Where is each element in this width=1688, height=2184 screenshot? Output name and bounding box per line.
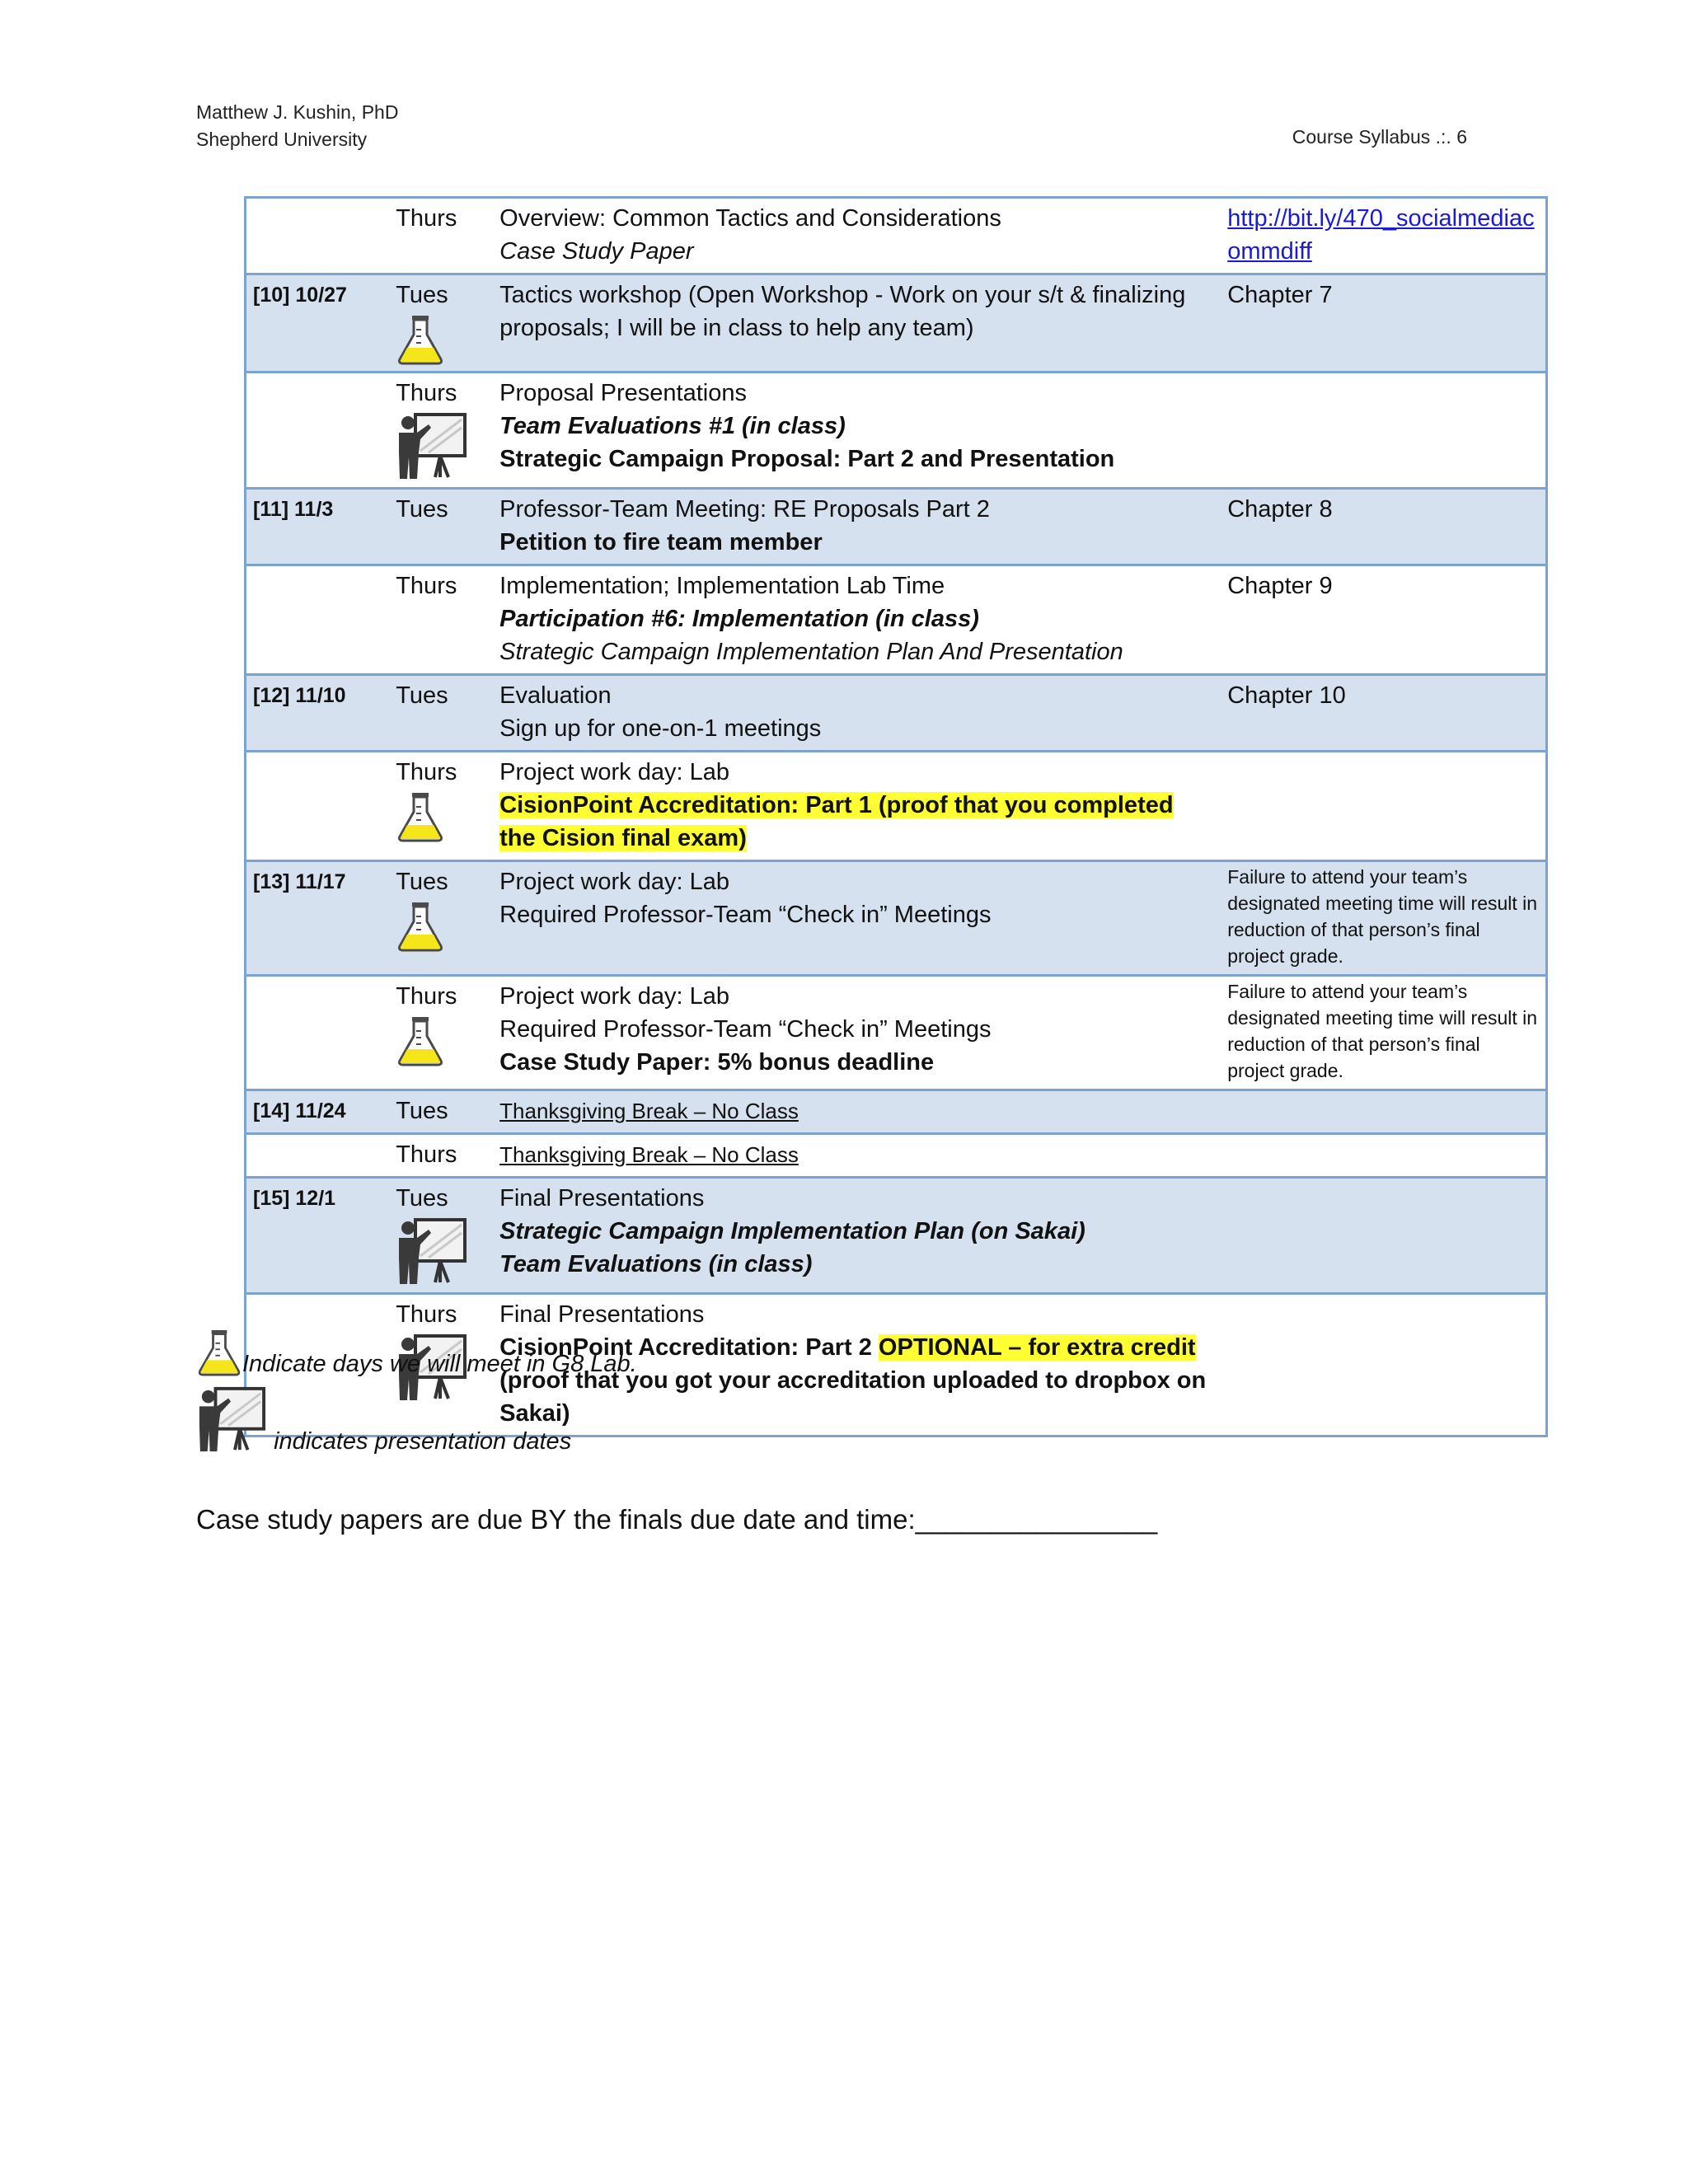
table-row	[246, 274, 1547, 373]
attendance-note: Failure to attend your team’s designated meeting time will result in reduction of that person’s final project grade.	[1227, 866, 1538, 967]
break-text: Thanksgiving Break – No Class	[499, 1099, 799, 1123]
day-label: Tues	[396, 282, 448, 308]
day-cell	[389, 976, 493, 1090]
topic-text: Final Presentations	[499, 1301, 705, 1328]
schedule-table	[244, 196, 1548, 1437]
week-cell	[246, 1134, 390, 1178]
reading-cell: Chapter 7	[1221, 274, 1546, 373]
table-row	[246, 1134, 1547, 1178]
reading-cell: Chapter 8	[1221, 489, 1546, 565]
day-cell: Thurs	[389, 1134, 493, 1178]
due-text: Strategic Campaign Proposal: Part 2 and Presentation	[499, 446, 1115, 472]
topic-text: Proposal Presentations	[499, 380, 747, 406]
presentation-icon	[396, 411, 468, 482]
day-label: Thurs	[396, 983, 457, 1010]
due-text: (proof that you got your accreditation uploaded to dropbox on Sakai)	[499, 1367, 1207, 1427]
note-text: Required Professor-Team “Check in” Meetings	[499, 902, 992, 928]
lab-flask-icon	[396, 900, 445, 953]
topic-cell	[493, 565, 1221, 675]
day-cell	[389, 752, 493, 861]
day-cell: Thurs	[389, 198, 493, 274]
week-cell	[246, 198, 390, 274]
optional-highlight: OPTIONAL – for extra credit	[878, 1334, 1196, 1361]
reading-cell	[1221, 373, 1546, 489]
table-row	[246, 861, 1547, 976]
day-label: Tues	[396, 869, 448, 895]
page-label: Course Syllabus .:. 6	[1292, 126, 1467, 148]
due-text: Case Study Paper: 5% bonus deadline	[499, 1049, 935, 1076]
case-study-due-line: Case study papers are due BY the finals due date and time:________________	[196, 1504, 1158, 1535]
topic-cell: Tactics workshop (Open Workshop - Work on your s/t & finalizing proposals; I will be in class to help any team)	[493, 274, 1221, 373]
topic-cell	[493, 1178, 1221, 1294]
reading-cell: Chapter 9	[1221, 565, 1546, 675]
table-row	[246, 373, 1547, 489]
table-row	[246, 1178, 1547, 1294]
day-cell: Tues	[389, 489, 493, 565]
page-header	[196, 99, 398, 153]
attendance-note: Failure to attend your team’s designated meeting time will result in reduction of that person’s final project grade.	[1227, 981, 1538, 1081]
due-text: Petition to fire team member	[499, 529, 823, 555]
topic-text: Evaluation	[499, 682, 612, 709]
day-cell	[389, 274, 493, 373]
day-label: Thurs	[396, 1301, 457, 1328]
day-label: Thurs	[396, 380, 457, 406]
institution-name: Shepherd University	[196, 129, 368, 150]
presentation-legend	[196, 1385, 571, 1455]
table-row	[246, 565, 1547, 675]
lab-legend-text: Indicate days we will meet in G8 Lab.	[242, 1351, 637, 1377]
table-row	[246, 1090, 1547, 1134]
topic-cell	[493, 861, 1221, 976]
lab-flask-icon	[396, 313, 445, 366]
day-cell	[389, 861, 493, 976]
week-cell: [11] 11/3	[246, 489, 390, 565]
day-cell: Tues	[389, 675, 493, 752]
day-cell	[389, 1178, 493, 1294]
reading-cell	[1221, 198, 1546, 274]
resource-link[interactable]: http://bit.ly/470_socialmediacommdiff	[1227, 205, 1535, 265]
table-row	[246, 675, 1547, 752]
week-cell: [10] 10/27	[246, 274, 390, 373]
topic-text: Overview: Common Tactics and Considerations	[499, 205, 1001, 232]
reading-cell	[1221, 1178, 1546, 1294]
topic-cell	[493, 489, 1221, 565]
topic-cell	[493, 675, 1221, 752]
reading-cell	[1221, 752, 1546, 861]
break-text: Thanksgiving Break – No Class	[499, 1142, 799, 1167]
reading-cell	[1221, 1090, 1546, 1134]
topic-cell	[493, 752, 1221, 861]
topic-text: Project work day: Lab	[499, 759, 729, 785]
note-text: Required Professor-Team “Check in” Meetings	[499, 1016, 992, 1043]
topic-cell	[493, 373, 1221, 489]
topic-text: Project work day: Lab	[499, 869, 729, 895]
week-cell: [14] 11/24	[246, 1090, 390, 1134]
week-cell	[246, 752, 390, 861]
lab-legend	[196, 1327, 637, 1378]
day-cell: Thurs	[389, 565, 493, 675]
lab-flask-icon	[396, 790, 445, 843]
week-cell	[246, 565, 390, 675]
topic-cell	[493, 976, 1221, 1090]
week-cell: [13] 11/17	[246, 861, 390, 976]
topic-text: Final Presentations	[499, 1185, 705, 1212]
reading-cell	[1221, 1134, 1546, 1178]
day-cell: Tues	[389, 1090, 493, 1134]
lab-flask-icon	[196, 1327, 242, 1378]
topic-cell	[493, 1134, 1221, 1178]
topic-cell	[493, 198, 1221, 274]
reading-cell	[1221, 1294, 1546, 1436]
lab-flask-icon	[396, 1015, 445, 1067]
table-row	[246, 489, 1547, 565]
topic-text: Professor-Team Meeting: RE Proposals Part 2	[499, 496, 990, 523]
week-cell	[246, 373, 390, 489]
week-cell: [12] 11/10	[246, 675, 390, 752]
presentation-icon	[196, 1385, 267, 1455]
due-text-highlighted: CisionPoint Accreditation: Part 1 (proof that you completed the Cision final exam)	[499, 792, 1174, 851]
table-row	[246, 752, 1547, 861]
table-row	[246, 198, 1547, 274]
reading-cell	[1221, 976, 1546, 1090]
due-text: Strategic Campaign Implementation Plan (on Sakai)	[499, 1218, 1085, 1244]
topic-text: Implementation; Implementation Lab Time	[499, 573, 945, 599]
due-text: Team Evaluations #1 (in class)	[499, 413, 846, 439]
week-cell: [15] 12/1	[246, 1178, 390, 1294]
due-text: CisionPoint Accreditation: Part 2	[499, 1334, 879, 1361]
week-cell	[246, 976, 390, 1090]
day-cell	[389, 373, 493, 489]
author-name: Matthew J. Kushin, PhD	[196, 101, 399, 123]
reading-cell	[1221, 861, 1546, 976]
presentation-legend-text: indicates presentation dates	[274, 1428, 572, 1455]
day-label: Thurs	[396, 759, 457, 785]
day-label: Tues	[396, 1185, 448, 1212]
reading-cell: Chapter 10	[1221, 675, 1546, 752]
presentation-icon	[396, 1216, 468, 1287]
due-text: Team Evaluations (in class)	[499, 1251, 813, 1277]
table-row	[246, 976, 1547, 1090]
due-text: Participation #6: Implementation (in class)	[499, 606, 979, 632]
due-text: Strategic Campaign Implementation Plan And Presentation	[499, 639, 1123, 665]
topic-text: Project work day: Lab	[499, 983, 729, 1010]
note-text: Sign up for one-on-1 meetings	[499, 715, 822, 742]
due-text: Case Study Paper	[499, 238, 694, 265]
topic-cell	[493, 1090, 1221, 1134]
